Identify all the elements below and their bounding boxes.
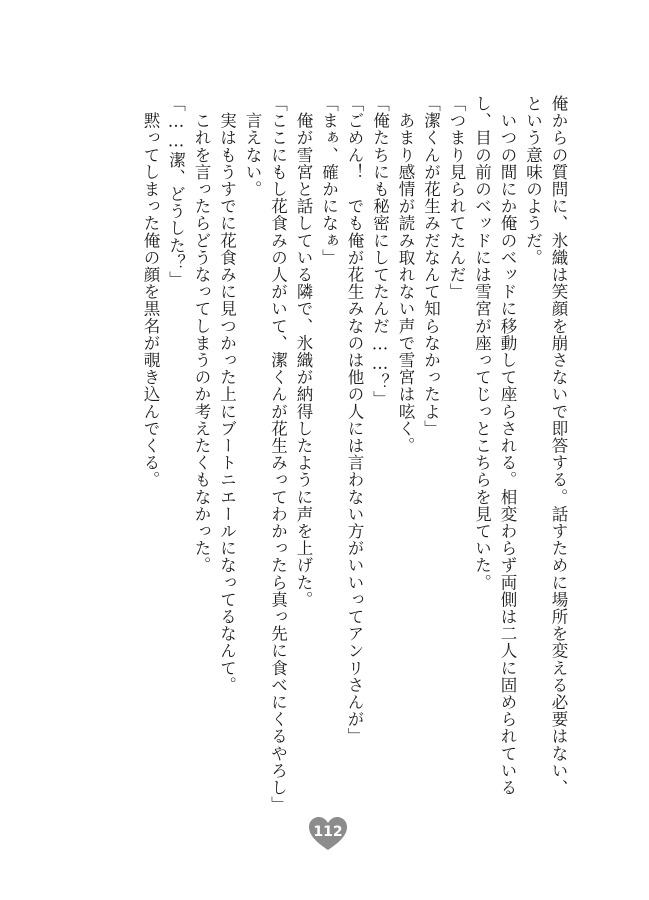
text-line: あまり感情が読み取れない声で雪宮は呟く。 [396,95,415,455]
page-number-badge [308,816,348,852]
text-line: し、目の前のベッドには雪宮が座ってじっとこちらを見ていた。 [472,95,492,591]
text-line: 「つまり見られてたんだ」 [447,95,466,301]
text-line: 「潔くんが花生みだなんて知らなかったよ」 [421,95,441,437]
text-line: 「まぁ、確かになぁ」 [319,95,339,266]
text-line: これを言ったらどうなってしまうのか考えたくもなかった。 [192,95,211,574]
text-line: 俺が雪宮と話している隣で、氷織が納得したように声を上げた。 [294,95,313,608]
text-line: 「俺たちにも秘密にしてたんだ……？」 [370,95,390,408]
text-line: いつの間にか俺のベッドに移動して座らされる。相変わらず両側は二人に固められている [498,95,517,797]
text-line: 「ごめん！ でも俺が花生みなのは他の人には言わない方がいいってアンリさんが」 [345,95,364,745]
text-line: 「……潔、どうした？」 [166,95,186,289]
text-line: 黙ってしまった俺の顔を黒名が覗き込んでくる。 [141,95,160,489]
page-number: 112 [313,824,343,840]
text-line: 「ここにもし花食みの人がいて、潔くんが花生みってわかったら真っ先に食べにくるやろし」 [268,95,288,814]
text-line: 言えない。 [243,95,262,198]
text-line: 俺からの質問に、氷織は笑顔を崩さないで即答する。話すために場所を変える必要はない、 [549,95,568,797]
text-line: という意味のようだ。 [523,95,543,266]
vertical-body-text [138,95,572,814]
text-line: 実はもうすでに花食みに見つかった上にブートニエールになってるなんて。 [217,95,237,694]
